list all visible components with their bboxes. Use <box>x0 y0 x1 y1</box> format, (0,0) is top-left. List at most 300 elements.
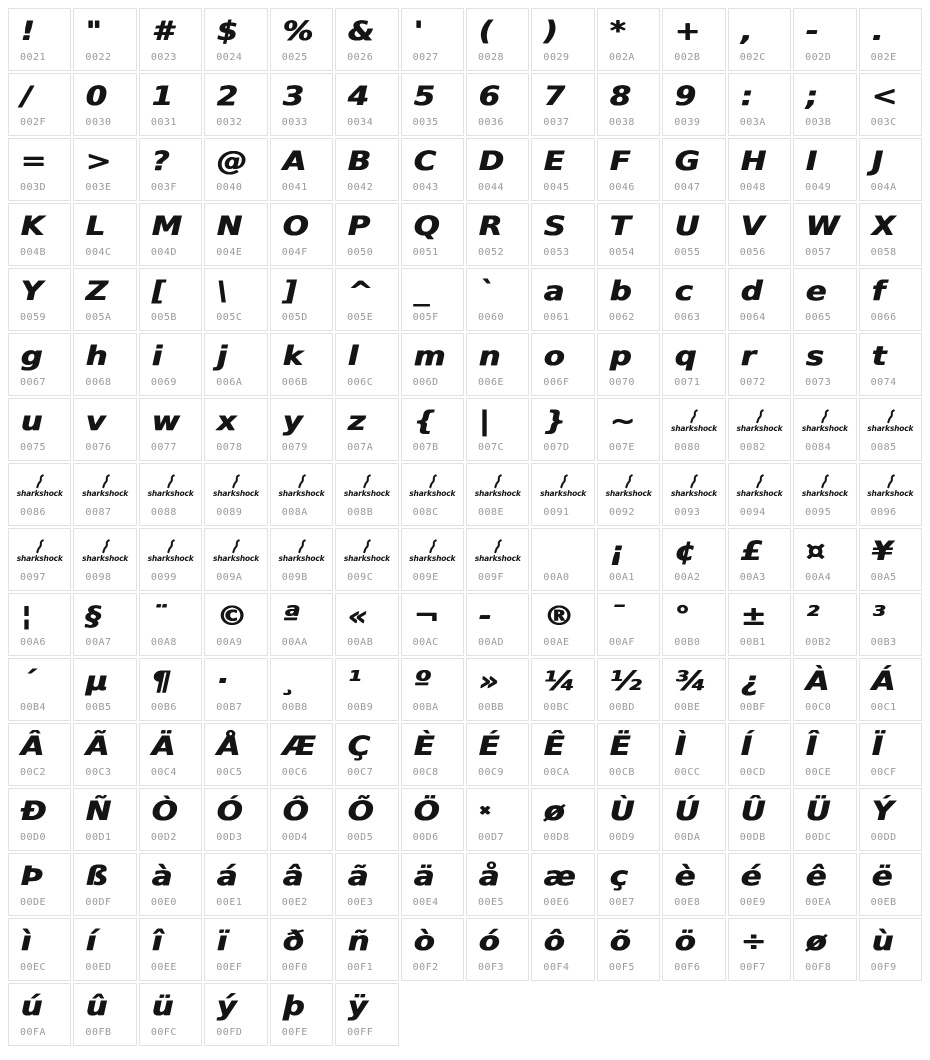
sharkshock-logo-text: sharkshock <box>671 424 717 434</box>
codepoint-label: 00CC <box>674 767 701 778</box>
glyph-display <box>336 919 397 963</box>
glyph-character: v <box>86 405 107 437</box>
glyph-character: ¶ <box>151 665 172 697</box>
codepoint-label: 0056 <box>739 247 766 258</box>
glyph-display <box>729 594 790 638</box>
glyph-character: n <box>478 340 501 372</box>
glyph-character: ( <box>478 15 493 47</box>
glyph-character: Í <box>740 730 752 762</box>
glyph-display <box>532 9 593 53</box>
codepoint-label: 00BD <box>608 702 635 713</box>
glyph-character: ? <box>151 145 170 177</box>
glyph-character: & <box>348 15 375 47</box>
glyph-display <box>271 854 332 898</box>
glyph-cell-0030 <box>73 73 136 136</box>
glyph-display <box>729 74 790 118</box>
codepoint-label: 0077 <box>150 442 177 453</box>
sharkshock-logo <box>9 529 70 573</box>
sharkshock-logo <box>663 464 724 508</box>
glyph-character: 6 <box>478 80 501 112</box>
glyph-character: j <box>217 340 228 372</box>
glyph-character: Ã <box>86 730 110 762</box>
sharkshock-swoosh-icon <box>427 474 438 489</box>
glyph-character: ç <box>609 860 628 892</box>
codepoint-label: 008C <box>412 507 439 518</box>
glyph-cell-00A7 <box>73 593 136 656</box>
codepoint-label: 0072 <box>739 377 766 388</box>
glyph-cell-0038 <box>597 73 660 136</box>
glyph-display <box>271 269 332 313</box>
glyph-display <box>402 594 463 638</box>
glyph-display <box>663 269 724 313</box>
glyph-character: W <box>806 210 840 242</box>
glyph-display <box>205 9 266 53</box>
glyph-character: ³ <box>871 600 885 632</box>
sharkshock-swoosh-icon <box>34 539 45 554</box>
codepoint-label: 005C <box>216 312 243 323</box>
glyph-display <box>663 594 724 638</box>
codepoint-label: 004D <box>150 247 177 258</box>
codepoint-label: 0093 <box>674 507 701 518</box>
glyph-display <box>336 659 397 703</box>
glyph-cell-0064 <box>728 268 791 331</box>
glyph-character: > <box>86 145 112 177</box>
glyph-character: § <box>86 600 102 632</box>
codepoint-label: 00A1 <box>608 572 635 583</box>
glyph-cell-0076 <box>73 398 136 461</box>
glyph-cell-0024 <box>204 8 267 71</box>
sharkshock-swoosh-icon <box>427 539 438 554</box>
codepoint-label: 0067 <box>20 377 47 388</box>
glyph-cell-00BD <box>597 658 660 721</box>
glyph-display <box>205 594 266 638</box>
glyph-display <box>205 919 266 963</box>
glyph-cell-00F1 <box>335 918 398 981</box>
glyph-cell-00E4 <box>401 853 464 916</box>
glyph-cell-00A2 <box>662 528 725 591</box>
glyph-display <box>336 334 397 378</box>
codepoint-label: 0025 <box>281 52 308 63</box>
glyph-character: g <box>21 340 43 372</box>
glyph-character: ´ <box>21 665 37 697</box>
codepoint-label: 004F <box>281 247 308 258</box>
codepoint-label: 004E <box>216 247 243 258</box>
glyph-character: Î <box>806 730 818 762</box>
glyph-display <box>532 724 593 768</box>
codepoint-label: 00C6 <box>281 767 308 778</box>
codepoint-label: 0075 <box>20 442 47 453</box>
codepoint-label: 00F1 <box>347 962 374 973</box>
glyph-cell-00BC <box>531 658 594 721</box>
glyph-cell-008E <box>466 463 529 526</box>
glyph-cell-00C1 <box>859 658 922 721</box>
codepoint-label: 00F5 <box>608 962 635 973</box>
glyph-cell-00F9 <box>859 918 922 981</box>
codepoint-label: 0085 <box>870 442 897 453</box>
glyph-cell-0037 <box>531 73 594 136</box>
glyph-cell-0071 <box>662 333 725 396</box>
glyph-display <box>74 594 135 638</box>
glyph-cell-004F <box>270 203 333 266</box>
glyph-display <box>598 139 659 183</box>
glyph-character: 7 <box>544 80 566 112</box>
codepoint-label: 007B <box>412 442 439 453</box>
glyph-display <box>140 854 201 898</box>
glyph-character: w <box>151 405 180 437</box>
glyph-character: ¤ <box>806 535 826 567</box>
glyph-character: ✖ <box>478 803 492 819</box>
glyph-character: R <box>478 210 503 242</box>
glyph-display <box>336 204 397 248</box>
glyph-display <box>336 269 397 313</box>
codepoint-label: 00B4 <box>20 702 47 713</box>
codepoint-label: 00C5 <box>216 767 243 778</box>
glyph-display <box>140 984 201 1028</box>
glyph-character: b <box>609 275 632 307</box>
codepoint-label: 0021 <box>20 52 47 63</box>
glyph-character: Ì <box>675 730 687 762</box>
glyph-cell-0054 <box>597 203 660 266</box>
sharkshock-logo-text: sharkshock <box>671 489 717 499</box>
glyph-display <box>402 724 463 768</box>
glyph-character: ; <box>806 80 819 112</box>
glyph-cell-0097 <box>8 528 71 591</box>
glyph-character: $ <box>217 15 239 47</box>
glyph-display <box>598 74 659 118</box>
sharkshock-swoosh-icon <box>688 474 699 489</box>
glyph-character: 3 <box>282 80 304 112</box>
glyph-character: í <box>86 925 97 957</box>
glyph-display <box>9 204 70 248</box>
codepoint-label: 00BC <box>543 702 570 713</box>
glyph-display <box>205 334 266 378</box>
glyph-character: ¬ <box>413 600 439 632</box>
glyph-character: N <box>217 210 243 242</box>
codepoint-label: 0084 <box>805 442 832 453</box>
glyph-cell-00B2 <box>793 593 856 656</box>
codepoint-label: 0057 <box>805 247 832 258</box>
glyph-character: ú <box>21 990 43 1022</box>
glyph-cell-00CF <box>859 723 922 786</box>
glyph-cell-00F3 <box>466 918 529 981</box>
codepoint-label: 006C <box>347 377 374 388</box>
glyph-cell-00E7 <box>597 853 660 916</box>
sharkshock-logo-text: sharkshock <box>16 554 63 564</box>
codepoint-label: 004B <box>20 247 47 258</box>
sharkshock-logo-text: sharkshock <box>801 424 848 434</box>
codepoint-label: 00BA <box>412 702 439 713</box>
glyph-character: p <box>609 340 632 372</box>
glyph-cell-004E <box>204 203 267 266</box>
glyph-display <box>74 334 135 378</box>
sharkshock-logo-text: sharkshock <box>213 554 259 564</box>
glyph-display <box>140 74 201 118</box>
glyph-character: x <box>217 405 237 437</box>
codepoint-label: 00F7 <box>739 962 766 973</box>
glyph-character: E <box>544 145 566 177</box>
glyph-cell-003A <box>728 73 791 136</box>
glyph-cell-00E9 <box>728 853 791 916</box>
codepoint-label: 0087 <box>85 507 112 518</box>
glyph-display <box>467 9 528 53</box>
glyph-cell-00C3 <box>73 723 136 786</box>
glyph-character: Ù <box>609 795 635 827</box>
glyph-character: h <box>86 340 108 372</box>
codepoint-label: 00D1 <box>85 832 112 843</box>
glyph-character: Ý <box>871 795 894 827</box>
codepoint-label: 0070 <box>608 377 635 388</box>
codepoint-label: 00C8 <box>412 767 439 778</box>
codepoint-label: 0078 <box>216 442 243 453</box>
sharkshock-swoosh-icon <box>165 474 176 489</box>
codepoint-label: 00AE <box>543 637 570 648</box>
sharkshock-logo <box>74 464 135 508</box>
glyph-character: Ð <box>21 795 47 827</box>
codepoint-label: 009F <box>477 572 505 583</box>
glyph-cell-00D7 <box>466 788 529 851</box>
glyph-cell-008C <box>401 463 464 526</box>
glyph-display <box>729 724 790 768</box>
codepoint-label: 0064 <box>739 312 766 323</box>
glyph-character: K <box>21 210 45 242</box>
glyph-display <box>860 74 921 118</box>
glyph-display <box>402 789 463 833</box>
glyph-character: ¾ <box>675 665 707 697</box>
glyph-character: Ö <box>413 795 440 827</box>
glyph-cell-0098 <box>73 528 136 591</box>
glyph-character: \ <box>217 275 229 307</box>
glyph-display <box>271 594 332 638</box>
glyph-character: Ç <box>348 730 371 762</box>
glyph-cell-005B <box>139 268 202 331</box>
glyph-cell-0047 <box>662 138 725 201</box>
glyph-display <box>729 854 790 898</box>
codepoint-label: 00B1 <box>739 637 766 648</box>
glyph-character: « <box>348 600 368 632</box>
glyph-character: ý <box>217 990 238 1022</box>
glyph-cell-0075 <box>8 398 71 461</box>
glyph-cell-0092 <box>597 463 660 526</box>
glyph-cell-00DB <box>728 788 791 851</box>
sharkshock-logo <box>205 529 266 573</box>
glyph-character: u <box>21 405 43 437</box>
glyph-character: è <box>675 860 696 892</box>
codepoint-label: 009C <box>347 572 374 583</box>
codepoint-label: 008A <box>281 507 308 518</box>
glyph-display <box>140 204 201 248</box>
codepoint-label: 0046 <box>608 182 635 193</box>
glyph-display <box>794 594 855 638</box>
glyph-cell-0027 <box>401 8 464 71</box>
glyph-cell-00A9 <box>204 593 267 656</box>
glyph-cell-006E <box>466 333 529 396</box>
sharkshock-logo-text: sharkshock <box>474 554 521 564</box>
glyph-cell-00D6 <box>401 788 464 851</box>
codepoint-label: 00E5 <box>477 897 505 908</box>
codepoint-label: 00B7 <box>216 702 243 713</box>
glyph-cell-0051 <box>401 203 464 266</box>
glyph-character: ½ <box>609 665 642 697</box>
glyph-cell-00B4 <box>8 658 71 721</box>
sharkshock-swoosh-icon <box>819 409 830 424</box>
glyph-display <box>9 789 70 833</box>
codepoint-label: 00F3 <box>477 962 505 973</box>
glyph-display <box>794 724 855 768</box>
glyph-cell-00D5 <box>335 788 398 851</box>
sharkshock-swoosh-icon <box>885 474 896 489</box>
glyph-display <box>532 919 593 963</box>
glyph-cell-00F6 <box>662 918 725 981</box>
glyph-cell-00C6 <box>270 723 333 786</box>
glyph-cell-00F0 <box>270 918 333 981</box>
glyph-cell-00EF <box>204 918 267 981</box>
sharkshock-logo-text: sharkshock <box>605 489 652 499</box>
glyph-cell-0029 <box>531 8 594 71</box>
codepoint-label: 009A <box>216 572 243 583</box>
codepoint-label: 00B5 <box>85 702 112 713</box>
codepoint-label: 00F9 <box>870 962 897 973</box>
glyph-display <box>402 139 463 183</box>
glyph-cell-00EE <box>139 918 202 981</box>
codepoint-label: 0069 <box>150 377 177 388</box>
glyph-character: L <box>86 210 106 242</box>
glyph-display <box>860 854 921 898</box>
glyph-character: = <box>21 145 47 177</box>
glyph-character: [ <box>151 275 166 307</box>
codepoint-label: 00A3 <box>739 572 766 583</box>
glyph-display <box>402 854 463 898</box>
glyph-cell-004A <box>859 138 922 201</box>
sharkshock-logo <box>729 464 790 508</box>
glyph-display <box>205 659 266 703</box>
glyph-character: C <box>413 145 436 177</box>
glyph-display <box>794 854 855 898</box>
glyph-character: O <box>282 210 309 242</box>
glyph-character: Æ <box>282 730 316 762</box>
glyph-display <box>74 659 135 703</box>
glyph-display <box>663 204 724 248</box>
glyph-cell-00AC <box>401 593 464 656</box>
codepoint-label: 0053 <box>543 247 570 258</box>
glyph-display <box>140 594 201 638</box>
glyph-cell-00F8 <box>793 918 856 981</box>
glyph-character: / <box>21 80 33 112</box>
glyph-cell-0025 <box>270 8 333 71</box>
glyph-display <box>140 139 201 183</box>
glyph-display <box>532 204 593 248</box>
glyph-character: c <box>675 275 694 307</box>
sharkshock-logo-text: sharkshock <box>736 489 783 499</box>
glyph-cell-002A <box>597 8 660 71</box>
glyph-display <box>794 269 855 313</box>
glyph-character: é <box>740 860 762 892</box>
sharkshock-logo-text: sharkshock <box>82 489 129 499</box>
glyph-display <box>860 724 921 768</box>
glyph-cell-00C0 <box>793 658 856 721</box>
sharkshock-logo-text: sharkshock <box>409 554 456 564</box>
glyph-cell-00A0 <box>531 528 594 591</box>
glyph-cell-00A5 <box>859 528 922 591</box>
glyph-cell-00B8 <box>270 658 333 721</box>
codepoint-label: 00AB <box>347 637 374 648</box>
glyph-character: < <box>871 80 897 112</box>
glyph-cell-008B <box>335 463 398 526</box>
glyph-character: Ô <box>282 795 309 827</box>
codepoint-label: 00CD <box>739 767 766 778</box>
glyph-character: l <box>348 340 359 372</box>
codepoint-label: 003C <box>870 117 897 128</box>
glyph-display <box>74 204 135 248</box>
glyph-character: Ü <box>806 795 831 827</box>
glyph-cell-002B <box>662 8 725 71</box>
glyph-character: ¹ <box>348 665 362 697</box>
codepoint-label: 007C <box>477 442 505 453</box>
glyph-display <box>860 334 921 378</box>
glyph-cell-00CB <box>597 723 660 786</box>
glyph-cell-00D3 <box>204 788 267 851</box>
codepoint-label: 0088 <box>150 507 177 518</box>
codepoint-label: 007E <box>608 442 635 453</box>
codepoint-label: 00C0 <box>805 702 832 713</box>
glyph-character: 5 <box>413 80 435 112</box>
glyph-character: ø <box>806 925 827 957</box>
sharkshock-logo <box>532 464 593 508</box>
glyph-cell-00C4 <box>139 723 202 786</box>
codepoint-label: 00A7 <box>85 637 112 648</box>
glyph-display <box>74 74 135 118</box>
glyph-cell-0085 <box>859 398 922 461</box>
codepoint-label: 0068 <box>85 377 112 388</box>
glyph-display <box>9 74 70 118</box>
glyph-display <box>663 789 724 833</box>
glyph-display <box>336 399 397 443</box>
glyph-cell-00EB <box>859 853 922 916</box>
glyph-display <box>9 9 70 53</box>
glyph-cell-00BE <box>662 658 725 721</box>
codepoint-label: 00BF <box>739 702 766 713</box>
glyph-cell-0055 <box>662 203 725 266</box>
glyph-cell-003B <box>793 73 856 136</box>
glyph-display <box>663 334 724 378</box>
codepoint-label: 00C4 <box>150 767 177 778</box>
glyph-display <box>860 919 921 963</box>
glyph-display <box>860 594 921 638</box>
glyph-character: ¼ <box>544 665 576 697</box>
codepoint-label: 00D6 <box>412 832 439 843</box>
glyph-character: G <box>675 145 701 177</box>
sharkshock-logo-text: sharkshock <box>343 489 390 499</box>
codepoint-label: 0023 <box>150 52 177 63</box>
codepoint-label: 00B0 <box>674 637 701 648</box>
sharkshock-swoosh-icon <box>296 474 307 489</box>
glyph-cell-00D1 <box>73 788 136 851</box>
glyph-display <box>598 919 659 963</box>
glyph-character: . <box>871 15 884 47</box>
glyph-character: Å <box>217 730 241 762</box>
glyph-character: ö <box>675 925 697 957</box>
codepoint-label: 00ED <box>85 962 112 973</box>
glyph-cell-0036 <box>466 73 529 136</box>
glyph-character: ! <box>21 15 35 47</box>
sharkshock-logo <box>336 464 397 508</box>
codepoint-label: 00F4 <box>543 962 570 973</box>
codepoint-label: 0040 <box>216 182 243 193</box>
codepoint-label: 006E <box>477 377 505 388</box>
codepoint-label: 007D <box>543 442 570 453</box>
glyph-cell-002C <box>728 8 791 71</box>
glyph-character: % <box>282 15 314 47</box>
glyph-cell-0095 <box>793 463 856 526</box>
